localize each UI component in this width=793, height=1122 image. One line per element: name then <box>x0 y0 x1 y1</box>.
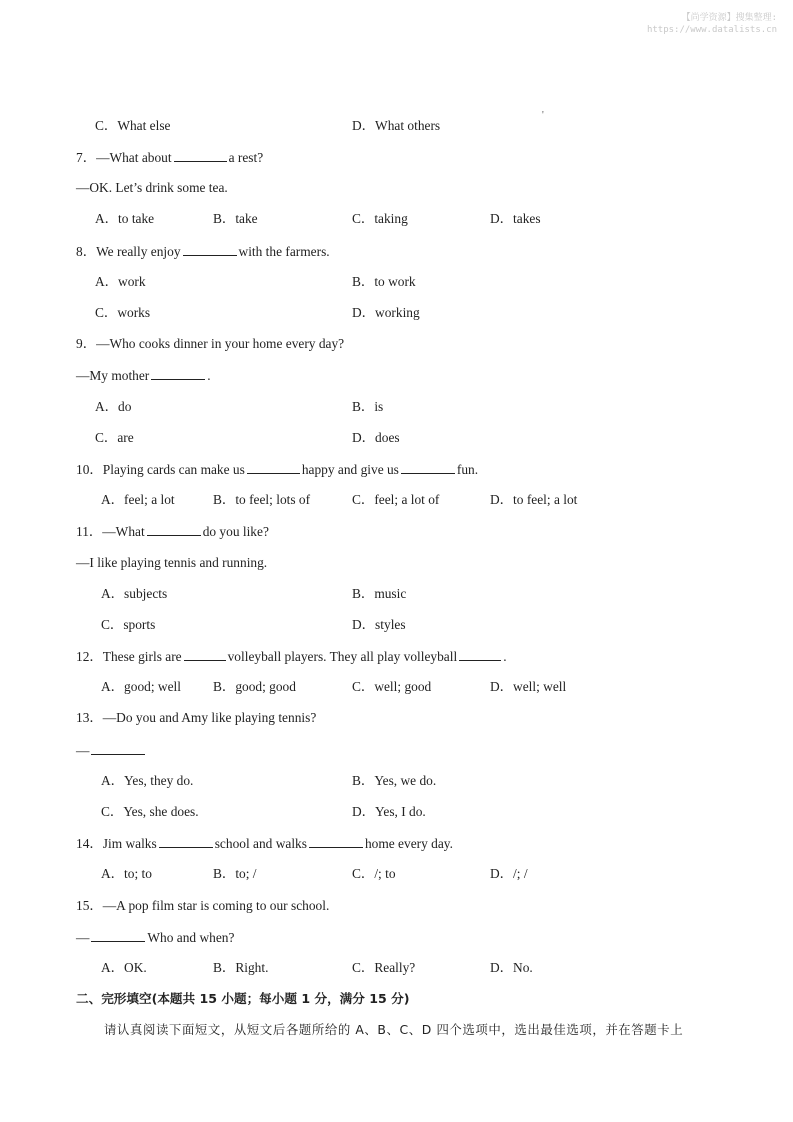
q13-reply-prefix: — <box>76 743 90 758</box>
question-11-reply: —I like playing tennis and running. <box>76 555 268 570</box>
option-9b: B．is <box>352 399 384 414</box>
question-7-reply: —OK. Let’s drink some tea. <box>76 180 228 195</box>
q8-prefix: 8．We really enjoy <box>76 244 181 259</box>
option-7c: C．taking <box>352 211 408 226</box>
question-8-stem <box>76 243 330 260</box>
q11-suffix: do you like? <box>202 524 269 539</box>
q10-part2: happy and give us <box>301 462 399 477</box>
q12-part1: 12．These girls are <box>76 649 182 664</box>
option-6c: C．What else <box>95 118 171 133</box>
answer-blank <box>309 835 363 848</box>
option-11a: A．subjects <box>101 586 168 601</box>
q14-part2: school and walks <box>214 836 307 851</box>
answer-blank <box>184 648 226 661</box>
option-9d: D．does <box>352 430 400 445</box>
question-15-stem: 15．—A pop film star is coming to our school. <box>76 898 330 913</box>
question-7-stem <box>76 149 263 166</box>
option-11c: C．sports <box>101 617 156 632</box>
q12-part2: volleyball players. They all play volleyball <box>227 649 458 664</box>
option-15c: C．Really? <box>352 960 416 975</box>
question-13-reply <box>76 742 147 759</box>
answer-blank <box>147 523 201 536</box>
option-10c: C．feel; a lot of <box>352 492 440 507</box>
option-11d: D．styles <box>352 617 406 632</box>
option-12d: D．well; well <box>490 679 567 694</box>
q15-reply-suffix: Who and when? <box>147 930 235 945</box>
option-8d: D．working <box>352 305 420 320</box>
option-10d: D．to feel; a lot <box>490 492 578 507</box>
watermark-line-1: 【尚学资源】搜集整理: <box>681 13 777 23</box>
answer-blank <box>459 648 501 661</box>
q8-suffix: with the farmers. <box>238 244 330 259</box>
q15-reply-prefix: — <box>76 930 90 945</box>
option-9c: C．are <box>95 430 134 445</box>
option-8b: B．to work <box>352 274 416 289</box>
q12-part3: . <box>503 649 507 664</box>
option-12a: A．good; well <box>101 679 181 694</box>
answer-blank <box>247 461 300 474</box>
option-15a: A．OK. <box>101 960 147 975</box>
answer-blank <box>183 243 237 256</box>
section-2-instruction: 请认真阅读下面短文，从短文后各题所给的 A、B、C、D 四个选项中，选出最佳选项，并在答题卡上 <box>104 1022 684 1037</box>
option-9a: A．do <box>95 399 132 414</box>
q7-prefix: 7．—What about <box>76 150 172 165</box>
option-13b: B．Yes, we do. <box>352 773 437 788</box>
q9-reply-prefix: —My mother <box>76 368 150 383</box>
q14-part3: home every day. <box>364 836 453 851</box>
q7-suffix: a rest? <box>228 150 264 165</box>
option-14b: B．to; / <box>213 866 257 881</box>
answer-blank <box>91 929 145 942</box>
section-2-title: 二、完形填空(本题共 15 小题；每小题 1 分，满分 15 分) <box>76 991 410 1006</box>
option-13c: C．Yes, she does. <box>101 804 199 819</box>
option-11b: B．music <box>352 586 407 601</box>
watermark <box>647 12 777 36</box>
q10-part1: 10．Playing cards can make us <box>76 462 245 477</box>
option-12c: C．well; good <box>352 679 432 694</box>
question-10-stem <box>76 461 478 478</box>
option-15d: D．No. <box>490 960 533 975</box>
q10-part3: fun. <box>456 462 479 477</box>
question-9-stem: 9．—Who cooks dinner in your home every day? <box>76 336 345 351</box>
answer-blank <box>91 742 145 755</box>
option-10a: A．feel; a lot <box>101 492 175 507</box>
option-12b: B．good; good <box>213 679 296 694</box>
answer-blank <box>151 367 205 380</box>
option-7d: D．takes <box>490 211 541 226</box>
answer-blank <box>401 461 455 474</box>
question-12-stem <box>76 648 507 665</box>
option-14c: C．/; to <box>352 866 396 881</box>
question-14-stem <box>76 835 453 852</box>
option-7a: A．to take <box>95 211 155 226</box>
stray-mark: ' <box>542 110 544 121</box>
option-8a: A．work <box>95 274 146 289</box>
watermark-url: https://www.datalists.cn <box>646 25 777 35</box>
option-14d: D．/; / <box>490 866 528 881</box>
option-10b: B．to feel; lots of <box>213 492 311 507</box>
option-7b: B．take <box>213 211 258 226</box>
option-6d: D．What others <box>352 118 441 133</box>
question-13-stem: 13．—Do you and Amy like playing tennis? <box>76 710 317 725</box>
q9-reply-suffix: . <box>207 368 211 383</box>
question-15-reply <box>76 929 234 946</box>
option-13d: D．Yes, I do. <box>352 804 426 819</box>
q11-prefix: 11．—What <box>76 524 145 539</box>
option-13a: A．Yes, they do. <box>101 773 194 788</box>
answer-blank <box>159 835 213 848</box>
option-8c: C．works <box>95 305 151 320</box>
q14-part1: 14．Jim walks <box>76 836 157 851</box>
option-14a: A．to; to <box>101 866 152 881</box>
option-15b: B．Right. <box>213 960 269 975</box>
answer-blank <box>174 149 227 162</box>
question-11-stem <box>76 523 269 540</box>
question-9-reply <box>76 367 211 384</box>
